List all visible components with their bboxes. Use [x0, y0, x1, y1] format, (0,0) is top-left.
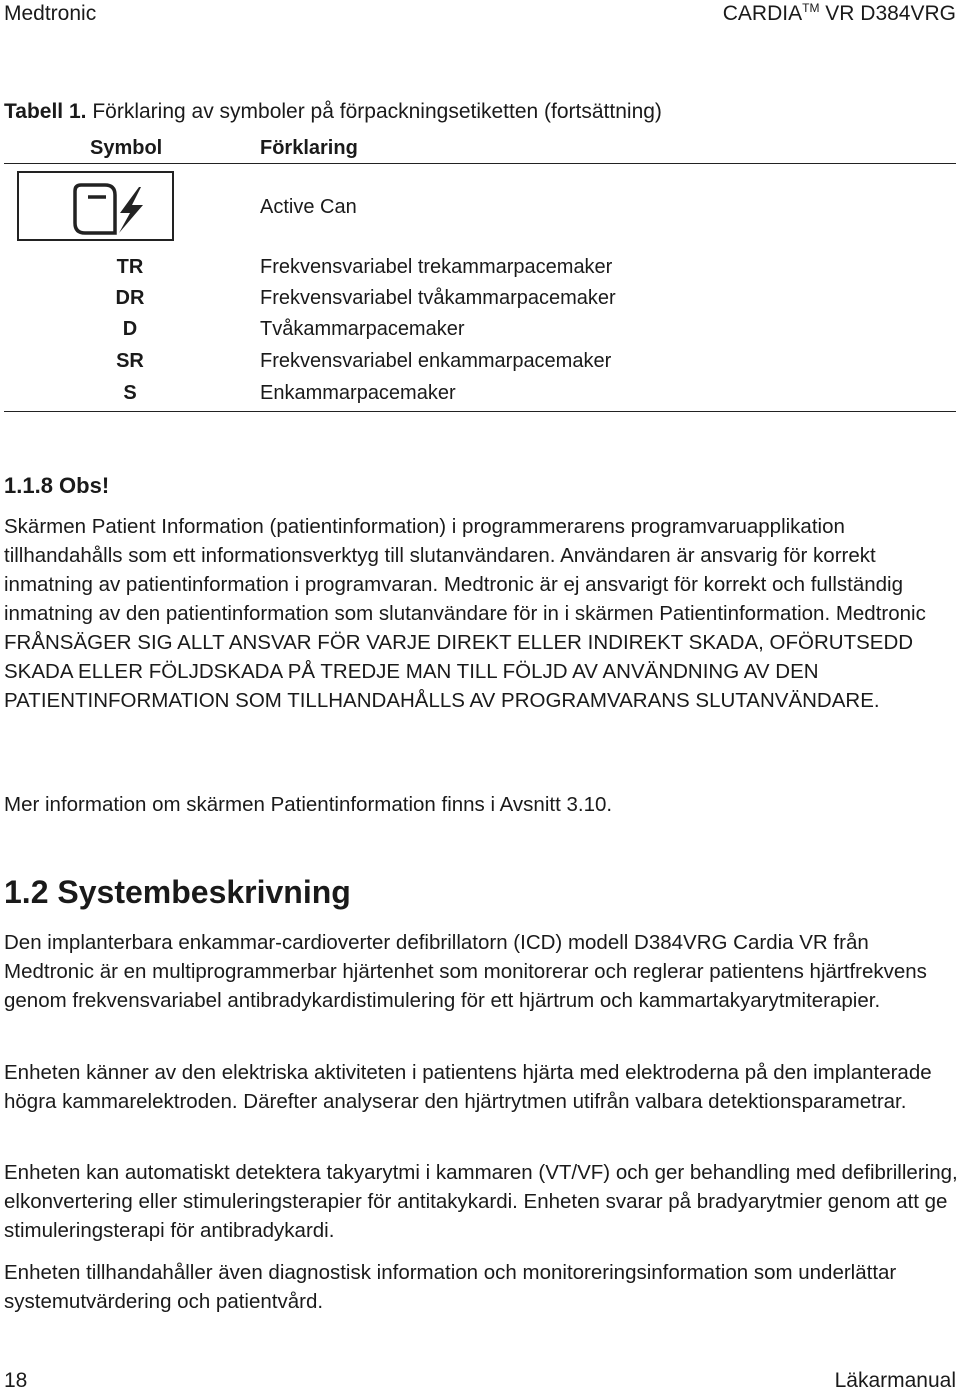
header-brand: Medtronic: [4, 2, 97, 25]
footer-manual-title: Läkarmanual: [834, 1369, 956, 1392]
note-heading: 1.1.8 Obs!: [4, 473, 110, 498]
section-paragraph: Enheten kan automatiskt detektera takyarytmi i kammaren (VT/VF) och ger behandling med defibrillering, elkonvertering eller stimuleringsterapier för antitakykardi. Enheten svarar på bradyarytmier genom att ge stimuleringsterapi för antibradykardi.: [4, 1161, 958, 1242]
note-more-info: Mer information om skärmen Patientinformation finns i Avsnitt 3.10.: [4, 793, 613, 816]
section-paragraph: Den implanterbara enkammar-cardioverter defibrillatorn (ICD) modell D384VRG Cardia VR från Medtronic är en multiprogrammerbar hjärtenhet som monitorerar och reglerar patientens hjärtfrekvens genom frekvensvariabel antibradykardistimulering för ett hjärtrum och kammartakyarytmiterapier.: [4, 931, 927, 1012]
row-explanation: Frekvensvariabel tvåkammarpacemaker: [260, 287, 616, 309]
page-number: 18: [4, 1369, 28, 1392]
table-caption: Förklaring av symboler på förpackningsetiketten (fortsättning): [92, 100, 662, 123]
row-explanation: Tvåkammarpacemaker: [260, 318, 465, 340]
table-row: [0, 256, 960, 287]
section-paragraph: Enheten känner av den elektriska aktiviteten i patientens hjärta med elektroderna på den implanterade högra kammarelektroden. Därefter analyserar den hjärtrytmen utifrån valbara detektionsparametrar.: [4, 1061, 932, 1113]
table-row: [0, 382, 960, 413]
table-title: [4, 100, 662, 124]
row-explanation: Active Can: [260, 196, 357, 218]
note-body: Skärmen Patient Information (patientinformation) i programmerarens programvaruapplikation tillhandahålls som ett informationsverktyg till slutanvändaren. Användaren är ansvarig för korrekt inmatning av patientinformation i programvaran. Medtronic är ej ansvarigt för korrekt och fullständig inmatning av den patientinformation som slutanvändare för in i skärmen Patientinformation. Medtronic FRÅNSÄGER SIG ALLT ANSVAR FÖR VARJE DIREKT ELLER INDIREKT SKADA, OFÖRUTSEDD SKADA ELLER FÖLJDSKADA PÅ TREDJE MAN TILL FÖLJD AV ANVÄNDNING AV DEN PATIENTINFORMATION SOM TILLHANDAHÅLLS AV PROGRAMVARANS SLUTANVÄNDARE.: [4, 515, 926, 712]
row-explanation: Frekvensvariabel trekammarpacemaker: [260, 256, 613, 278]
section-heading: 1.2 Systembeskrivning: [4, 874, 351, 910]
table-top-rule: [4, 163, 956, 164]
table-bottom-rule: [4, 411, 956, 412]
row-code: DR: [115, 287, 145, 309]
product-name: CARDIA: [722, 2, 803, 25]
row-code: S: [123, 382, 137, 404]
row-code: D: [122, 318, 138, 340]
table-row: [0, 196, 960, 227]
row-code: SR: [116, 350, 144, 372]
product-model: VR D384VRG: [825, 2, 956, 25]
table-label: Tabell 1.: [4, 100, 87, 123]
column-header-explanation: Förklaring: [260, 137, 358, 159]
header-product: [723, 2, 956, 26]
table-row: [0, 287, 960, 318]
column-header-symbol: Symbol: [90, 137, 163, 159]
row-explanation: Enkammarpacemaker: [260, 382, 456, 404]
section-paragraph: Enheten tillhandahåller även diagnostisk information och monitoreringsinformation som underlättar systemutvärdering och patientvård.: [4, 1261, 897, 1313]
row-code: TR: [116, 256, 144, 278]
trademark-mark: TM: [802, 1, 820, 15]
table-row: [0, 318, 960, 349]
table-row: [0, 350, 960, 381]
row-explanation: Frekvensvariabel enkammarpacemaker: [260, 350, 612, 372]
